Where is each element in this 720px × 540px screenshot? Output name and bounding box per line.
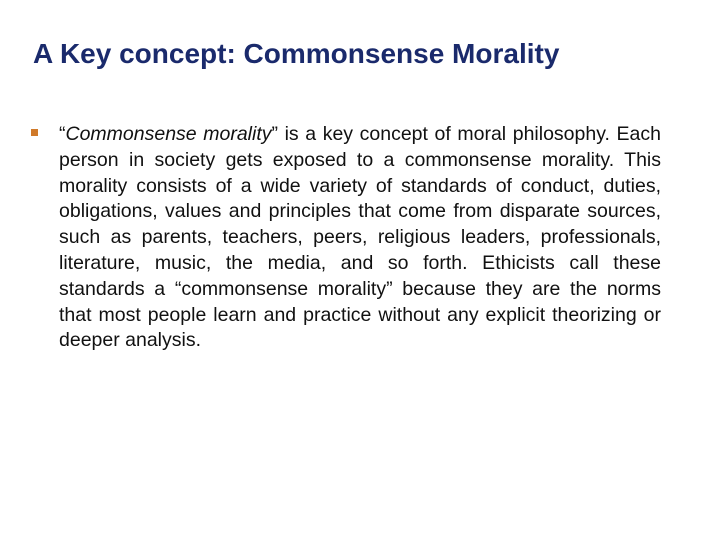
open-quote: “ xyxy=(59,123,66,145)
bullet-paragraph xyxy=(59,122,661,354)
bullet-body-text: ” is a key concept of moral philosophy. Each person in society gets exposed to a commonsense morality. This morality consists of a wide variety of standards of conduct, duties, obligations, values and principles that come from disparate sources, such as parents, teachers, peers, religious leaders, professionals, literature, music, the media, and so forth. Ethicists call these standards a “commonsense morality” because they are the norms that most people learn and practice without any explicit theorizing or deeper analysis. xyxy=(59,123,661,352)
slide-title: A Key concept: Commonsense Morality xyxy=(33,38,560,69)
emphasized-term: Commonsense morality xyxy=(65,123,272,145)
square-bullet-icon xyxy=(31,129,38,136)
bullet-item xyxy=(31,122,661,354)
